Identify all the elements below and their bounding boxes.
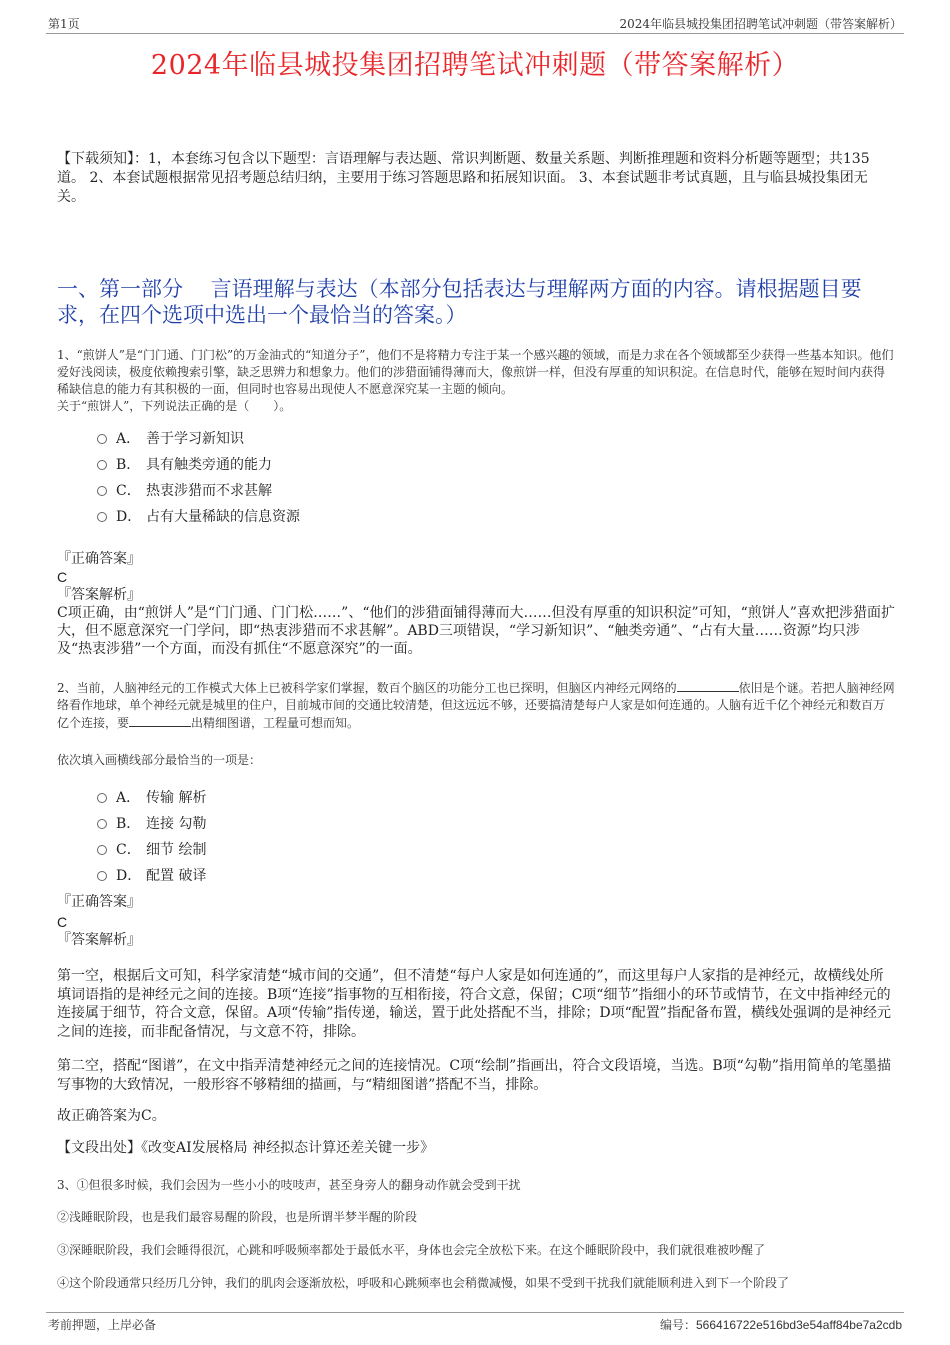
option-d[interactable]: D． 占有大量稀缺的信息资源 <box>97 504 300 530</box>
fill-blank-2 <box>129 714 191 727</box>
section-heading: 一、第一部分 言语理解与表达（本部分包括表达与理解两方面的内容。请根据题目要求，在四个选项中选出一个最恰当的答案。） <box>57 277 862 327</box>
question-3-line-2: ②浅睡眠阶段，也是我们最容易醒的阶段，也是所谓半梦半醒的阶段 <box>57 1210 418 1224</box>
question-1-stem <box>57 347 895 415</box>
question-stem-text: 1、“煎饼人”是“门门通、门门松”的万金油式的“知道分子”，他们不是将精力专注于某一个感兴趣的领域，而是力求在各个领域都至少获得一些基本知识。他们爱好浅阅读，极度依赖搜索引擎，缺乏思辨力和想象力。他们的涉猎面铺得薄而大，像煎饼一样，但没有厚重的知识积淀。在信息时代，能够在短时间内获得稀缺信息的能力有其积极的一面，但同时也容易出现使人不愿意深究某一主题的倾向。 <box>57 348 894 396</box>
question-2-conclusion: 故正确答案为C。 <box>57 1108 166 1124</box>
question-2-analysis-p1: 第一空，根据后文可知，科学家清楚“城市间的交通”，但不清楚“每户人家是如何连通的”，而这里每户人家指的是神经元，故横线处所填词语指的是神经元之间的连接。B项“连接”指事物的互相衔接，符合文意，保留；C项“细节”指细小的环节或情节，在文中指神经元的连接属于细节，符合文意，保留。A项“传输”指传递，输送，置于此处搭配不当，排除；D项“配置”指配备布置，横线处强调的是神经元之间的连接，而非配备情况，与文意不符，排除。 <box>57 968 891 1040</box>
radio-icon[interactable] <box>97 871 107 881</box>
footer-slogan: 考前押题，上岸必备 <box>48 1318 157 1332</box>
option-c[interactable]: C． 热衷涉猎而不求甚解 <box>97 478 300 504</box>
download-notice <box>57 150 895 207</box>
question-3-line-1: 3、①但很多时候，我们会因为一些小小的吱吱声，甚至身旁人的翻身动作就会受到干扰 <box>57 1178 521 1192</box>
analysis-label: 『答案解析』 <box>57 932 141 948</box>
radio-icon[interactable] <box>97 486 107 496</box>
answer-value: C <box>57 569 68 585</box>
page-title: 2024年临县城投集团招聘笔试冲刺题（带答案解析） <box>150 50 800 81</box>
question-2-options <box>97 785 206 889</box>
option-a[interactable]: A． 善于学习新知识 <box>97 426 300 452</box>
question-1-options <box>97 426 300 530</box>
notice-text: ：1，本套练习包含以下题型：言语理解与表达题、常识判断题、数量关系题、判断推理题和资料分析题等题型；共135道。 2、本套试题根据常见招考题总结归纳，主要用于练习答题思路和拓展知识面。 3、本套试题非考试真题，且与临县城投集团无关。 <box>57 151 870 205</box>
option-a[interactable]: A． 传输 解析 <box>97 785 206 811</box>
analysis-label: 『答案解析』 <box>57 587 141 603</box>
radio-icon[interactable] <box>97 845 107 855</box>
radio-icon[interactable] <box>97 819 107 829</box>
header-doc-title: 2024年临县城投集团招聘笔试冲刺题（带答案解析） <box>619 17 902 31</box>
answer-label: 『正确答案』 <box>57 894 141 910</box>
answer-value: C <box>57 914 68 930</box>
radio-icon[interactable] <box>97 512 107 522</box>
question-1-answer <box>57 550 895 658</box>
page-footer <box>46 1312 904 1333</box>
option-b[interactable]: B． 具有触类旁通的能力 <box>97 452 300 478</box>
radio-icon[interactable] <box>97 434 107 444</box>
footer-code: 编号：566416722e516bd3e54aff84be7a2cdb <box>659 1318 902 1332</box>
option-d[interactable]: D． 配置 破译 <box>97 863 206 889</box>
question-2-stem: 2、当前，人脑神经元的工作模式大体上已被科学家们掌握，数百个脑区的功能分工也已探明，但脑区内神经元网络的 依旧是个谜。若把人脑神经网络看作地球，单个神经元就是城里的住户，目前城市间的交通比较清楚，但这远远不够，还要搞清楚每户人家是如何连通的。人脑有近千亿个神经元和数百万亿个连接，要 出精细图谱，工程量可想而知。 <box>57 681 895 730</box>
question-ask: 关于“煎饼人”，下列说法正确的是（ ）。 <box>57 399 292 413</box>
question-2-ask: 依次填入画横线部分最恰当的一项是： <box>57 753 262 767</box>
fill-blank-1 <box>677 679 739 692</box>
source-title: 《改变AI发展格局 神经拟态计算还差关键一步》 <box>141 1140 435 1156</box>
question-3-line-4: ④这个阶段通常只经历几分钟，我们的肌肉会逐渐放松，呼吸和心跳频率也会稍微减慢，如果不受到干扰我们就能顺利进入到下一个阶段了 <box>57 1276 790 1290</box>
option-b[interactable]: B． 连接 勾勒 <box>97 811 206 837</box>
notice-label: 【下载须知】 <box>57 151 134 167</box>
question-2-answer <box>57 893 895 949</box>
question-3-line-3: ③深睡眠阶段，我们会睡得很沉，心跳和呼吸频率都处于最低水平，身体也会完全放松下来。在这个睡眠阶段中，我们就很难被吵醒了 <box>57 1243 766 1257</box>
answer-label: 『正确答案』 <box>57 551 141 567</box>
source-label: 【文段出处】 <box>57 1140 141 1156</box>
radio-icon[interactable] <box>97 793 107 803</box>
question-2-source <box>57 1139 895 1158</box>
option-c[interactable]: C． 细节 绘制 <box>97 837 206 863</box>
page-header <box>46 15 904 34</box>
question-2-analysis-p2: 第二空，搭配“图谱”，在文中指弄清楚神经元之间的连接情况。C项“绘制”指画出，符合文段语境，当选。B项“勾勒”指用简单的笔墨描写事物的大致情况，一般形容不够精细的描画，与“精细图谱”搭配不当，排除。 <box>57 1058 891 1093</box>
analysis-text: C项正确，由“煎饼人”是“门门通、门门松……”、“他们的涉猎面铺得薄而大……但没有厚重的知识积淀”可知，“煎饼人”喜欢把涉猎面扩大，但不愿意深究一门学问，即“热衷涉猎而不求甚解”。ABD三项错误，“学习新知识”、“触类旁通”、“占有大量……资源”均只涉及“热衷涉猎”一个方面，而没有抓住“不愿意深究”的一面。 <box>57 605 895 657</box>
page-number: 第1页 <box>48 17 80 31</box>
radio-icon[interactable] <box>97 460 107 470</box>
